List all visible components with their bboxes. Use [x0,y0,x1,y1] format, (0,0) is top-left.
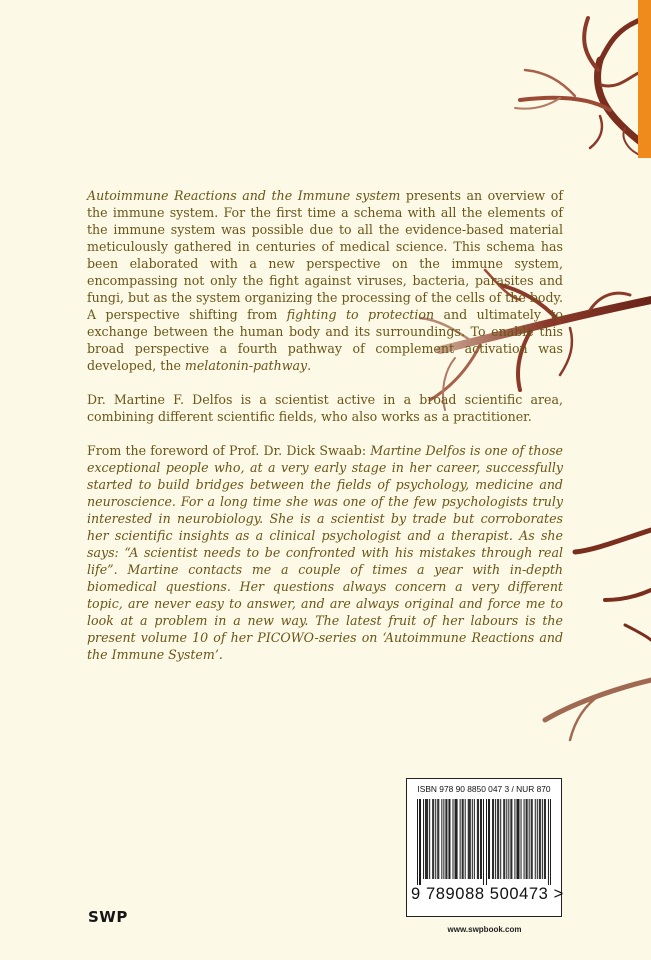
publisher-logo: SWP [88,908,128,926]
foreword-quote: Martine Delfos is one of those exceptional people who, at a very early stage in her career, successfully started to build bridges between the fields of psychology, medicine and neuroscience. For a long time she was one of the few psychologists truly interested in neurobiology. She is a scientist by trade but corroborates her scientific insights as a clinical psychologist and a therapist. As she says: “A scientist needs to be confronted with his mistakes through real life”. Martine contacts me a couple of times a year with in-depth biomedical questions. Her questions always concern a very different topic, are never easy to answer, and are always original and force me to look at a problem in a new way. The latest fruit of her labours is the present volume 10 of her PICOWO-series on ‘Autoimmune Reactions and the Immune System’. [87,443,563,662]
summary-text-1: presents an overview of the immune system. For the first time a schema with all the elements of the immune system was possible due to all the evidence-based material meticulously gathered in centuries of medical science. This schema has been elaborated with a new perspective on the immune system, encompassing not only the fight against viruses, bacteria, parasites and fungi, but as the system organizing the processing of the cells of the body. A perspective shifting from [87,188,563,322]
book-title: Autoimmune Reactions and the Immune system [87,188,401,203]
summary-paragraph [87,187,563,374]
summary-text-2: and ultimately to exchange between the human body and its surroundings. To enable this broad perspective a fourth pathway of complement activation was developed, the [87,307,564,373]
back-cover-text [87,187,563,680]
orange-tab [638,0,651,158]
isbn-text: ISBN 978 90 8850 047 3 / NUR 870 [417,784,551,794]
pathway-name: melatonin-pathway [184,358,308,373]
website-url: www.swpbook.com [447,925,522,934]
foreword-lead: From the foreword of Prof. Dr. Dick Swaab: [87,443,371,458]
summary-end: . [307,358,312,373]
foreword-paragraph [87,442,563,663]
barcode [417,799,551,885]
italic-phrase: fighting to protection [286,307,435,322]
barcode-box [406,778,562,917]
author-paragraph: Dr. Martine F. Delfos is a scientist active in a broad scientific area, combining different scientific fields, who also works as a practitioner. [87,392,563,424]
barcode-digits: 9 789088 500473 > [411,885,564,903]
